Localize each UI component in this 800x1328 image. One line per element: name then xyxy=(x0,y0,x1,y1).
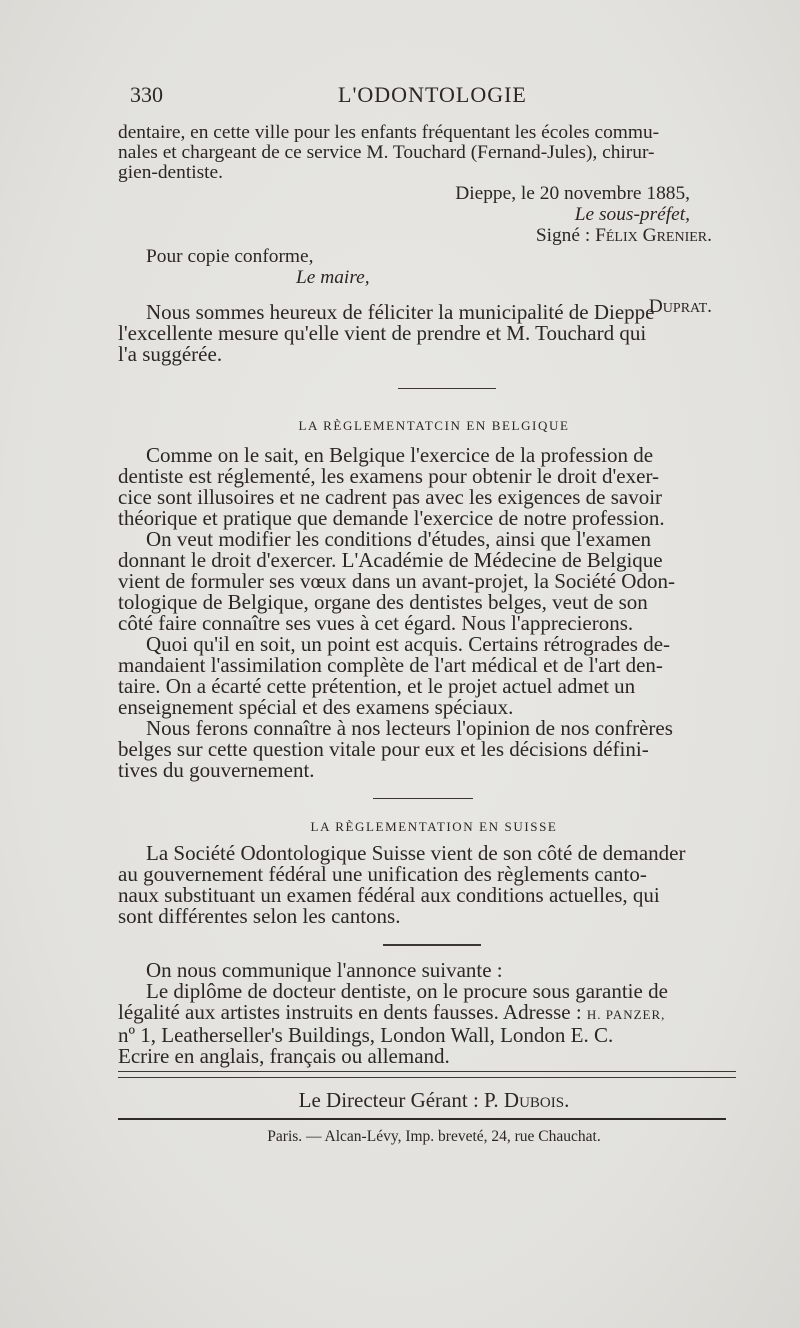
section-divider xyxy=(383,944,481,946)
text-line: donnant le droit d'exercer. L'Académie de Médecine de Belgique xyxy=(118,548,663,572)
text-line: La Société Odontologique Suisse vient de son côté de demander xyxy=(146,841,686,865)
signature-block xyxy=(118,183,750,317)
intro-paragraph xyxy=(118,123,750,183)
text-line: au gouvernement fédéral une unification des règlements canto- xyxy=(118,862,647,886)
text-line: gien-dentiste. xyxy=(118,162,224,183)
congrats-paragraph xyxy=(118,302,750,365)
page-number: 330 xyxy=(130,82,163,107)
section-heading-belgium: LA RÈGLEMENTATCIN EN BELGIQUE xyxy=(298,418,570,433)
text-line: enseignement spécial et des examens spéciaux. xyxy=(118,695,514,719)
text-line: Nous ferons connaître à nos lecteurs l'opinion de nos confrères xyxy=(146,716,673,740)
imprint-rule xyxy=(118,1118,726,1120)
text-line: Le diplôme de docteur dentiste, on le procure sous garantie de xyxy=(146,979,668,1003)
text-line: théorique et pratique que demande l'exercice de notre profession. xyxy=(118,506,665,530)
copy-label: Pour copie conforme, xyxy=(146,246,314,267)
signed-line xyxy=(118,225,750,246)
text-line: naux substituant un examen fédéral aux conditions actuelles, qui xyxy=(118,883,660,907)
text-line: On veut modifier les conditions d'études, ainsi que l'examen xyxy=(146,527,652,551)
text-line: On nous communique l'annonce suivante : xyxy=(146,958,503,982)
mayor-label: Le maire, xyxy=(296,267,370,288)
text-line: dentaire, en cette ville pour les enfants fréquentant les écoles commu- xyxy=(118,122,660,143)
signed-label: Signé : xyxy=(535,225,596,246)
text-line: vient de formuler ses vœux dans un avant-projet, la Société Odon- xyxy=(118,569,675,593)
text-line: dentiste est réglementé, les examens pour obtenir le droit d'exer- xyxy=(118,464,660,488)
text-line: cice sont illusoires et ne cadrent pas avec les exigences de savoir xyxy=(118,485,663,509)
section-divider xyxy=(373,798,473,799)
section-heading-switzerland: LA RÈGLEMENTATION EN SUISSE xyxy=(310,819,558,834)
mayor-name: Duprat. xyxy=(648,296,712,317)
signature-prefix: Le Directeur Gérant : P. xyxy=(298,1088,504,1112)
running-title: L'ODONTOLOGIE xyxy=(338,82,527,107)
signed-name: Félix Grenier. xyxy=(595,225,712,246)
printer-imprint: Paris. — Alcan-Lévy, Imp. breveté, 24, rue Chauchat. xyxy=(267,1128,601,1145)
text-line: Comme on le sait, en Belgique l'exercice de la profession de xyxy=(146,443,654,467)
text-line: côté faire connaître ses vues à cet égard. Nous l'apprecierons. xyxy=(118,611,634,635)
place-date: Dieppe, le 20 novembre 1885, xyxy=(455,183,690,204)
signature-name: Dubois. xyxy=(503,1088,570,1112)
announcement-section xyxy=(118,960,750,1067)
text-line: nales et chargeant de ce service M. Touchard (Fernand-Jules), chirur- xyxy=(118,142,655,163)
text-line: mandaient l'assimilation complète de l'art médical et de l'art den- xyxy=(118,653,663,677)
switzerland-section xyxy=(118,843,750,927)
text-line: l'excellente mesure qu'elle vient de prendre et M. Touchard qui xyxy=(118,321,647,345)
closing-double-rule xyxy=(118,1071,736,1078)
text-line: taire. On a écarté cette prétention, et le projet actuel admet un xyxy=(118,674,636,698)
section-divider xyxy=(398,388,496,389)
text-line: tologique de Belgique, organe des dentistes belges, veut de son xyxy=(118,590,648,614)
director-signature xyxy=(118,1088,750,1113)
text-line: Quoi qu'il en soit, un point est acquis. Certains rétrogrades de- xyxy=(146,632,671,656)
belgium-section xyxy=(118,445,750,781)
address-name: H. PANZER, xyxy=(586,1007,666,1022)
text-line: nº 1, Leatherseller's Buildings, London Wall, London E. C. xyxy=(118,1023,614,1047)
text-line: tives du gouvernement. xyxy=(118,758,315,782)
text-line: Ecrire en anglais, français ou allemand. xyxy=(118,1044,450,1068)
address-prefix: légalité aux artistes instruits en dents fausses. Adresse : xyxy=(118,1000,587,1024)
official-title: Le sous-préfet, xyxy=(574,204,690,225)
text-line: belges sur cette question vitale pour eux et les décisions défini- xyxy=(118,737,649,761)
text-line: sont différentes selon les cantons. xyxy=(118,904,401,928)
page-header xyxy=(130,82,750,112)
text-line xyxy=(118,1002,750,1025)
text-line: Nous sommes heureux de féliciter la municipalité de Dieppe xyxy=(146,300,655,324)
text-line: l'a suggérée. xyxy=(118,342,223,366)
